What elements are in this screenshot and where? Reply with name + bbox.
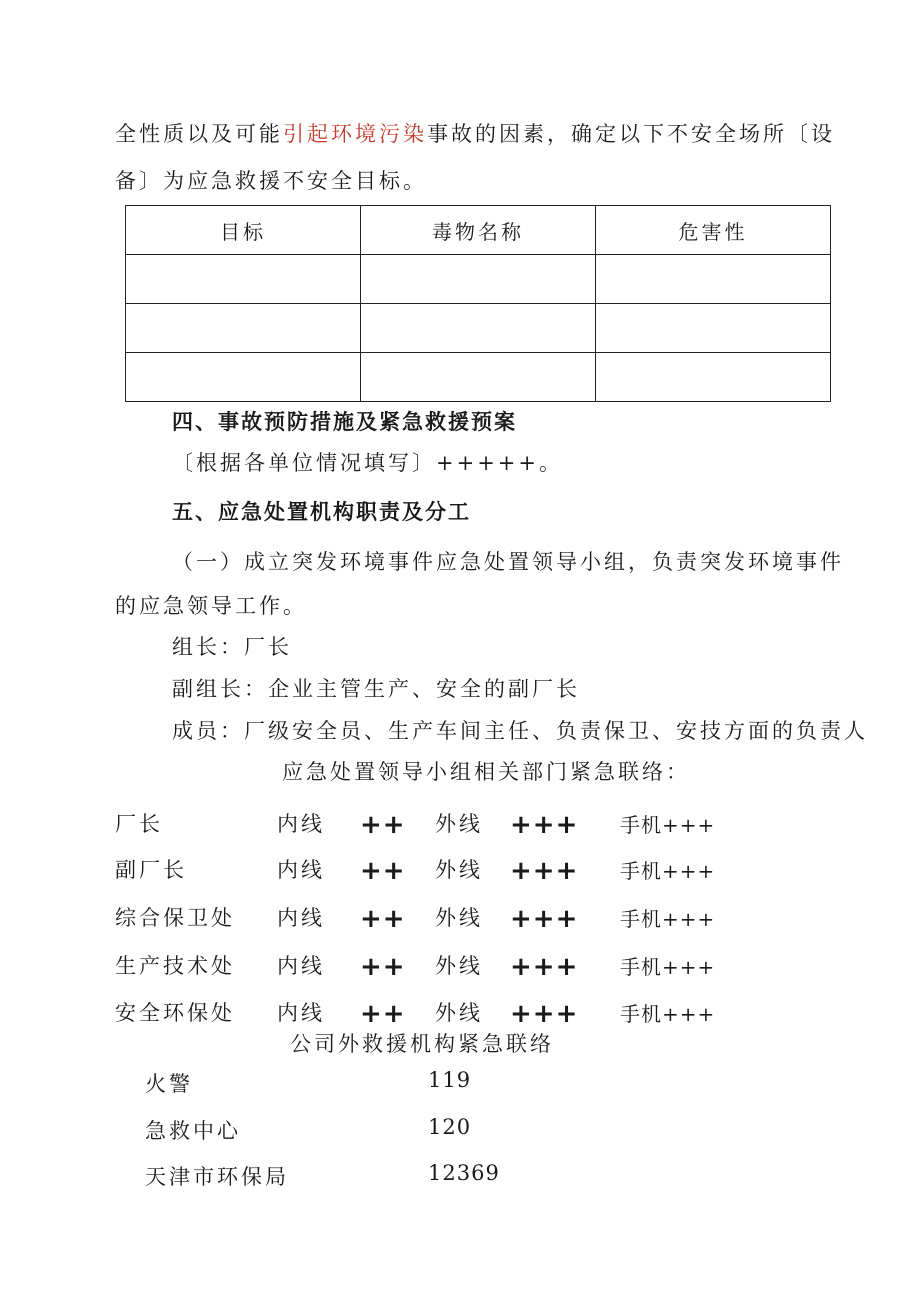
internal-number: ++ xyxy=(360,810,406,840)
table-cell xyxy=(361,304,596,353)
external-number: +++ xyxy=(510,810,579,840)
intro-prefix: 全性质以及可能 xyxy=(115,122,283,146)
agency-name: 火警 xyxy=(145,1072,193,1096)
members-line: 成员：厂级安全员、生产车间主任、负责保卫、安技方面的负责人 xyxy=(172,719,868,743)
internal-label: 内线 xyxy=(277,954,325,978)
table-cell xyxy=(596,304,831,353)
table-cell xyxy=(126,353,361,402)
section5-heading: 五、应急处置机构职责及分工 xyxy=(172,499,471,524)
internal-label: 内线 xyxy=(277,1001,325,1025)
contact-name: 综合保卫处 xyxy=(115,906,235,930)
table-header-row xyxy=(126,206,831,255)
table-header-cell: 目标 xyxy=(126,206,361,255)
contact-name: 厂长 xyxy=(115,812,163,836)
intro-line-1 xyxy=(115,118,835,148)
internal-label: 内线 xyxy=(277,906,325,930)
table-row xyxy=(126,304,831,353)
leader-line: 组长：厂长 xyxy=(172,635,292,659)
agency-number: 12369 xyxy=(428,1161,500,1185)
deputy-line: 副组长：企业主管生产、安全的副厂长 xyxy=(172,677,580,701)
external-label: 外线 xyxy=(435,1001,483,1025)
table-header-cell: 危害性 xyxy=(596,206,831,255)
intro-highlight: 引起环境污染 xyxy=(283,122,427,146)
intro-line-2: 备〕为应急救援不安全目标。 xyxy=(115,169,427,193)
external-number: +++ xyxy=(510,856,579,886)
external-label: 外线 xyxy=(435,954,483,978)
table-row xyxy=(126,255,831,304)
external-number: +++ xyxy=(510,904,579,934)
external-label: 外线 xyxy=(435,858,483,882)
section5-para-line-2: 的应急领导工作。 xyxy=(115,594,307,618)
contact-name: 生产技术处 xyxy=(115,954,235,978)
section5-para-line-1: （一）成立突发环境事件应急处置领导小组，负责突发环境事件 xyxy=(172,550,844,574)
external-number: +++ xyxy=(510,952,579,982)
table-cell xyxy=(361,353,596,402)
contact-name: 安全环保处 xyxy=(115,1001,235,1025)
external-label: 外线 xyxy=(435,906,483,930)
table-header-cell: 毒物名称 xyxy=(361,206,596,255)
contacts-title: 应急处置领导小组相关部门紧急联络： xyxy=(282,760,690,784)
internal-label: 内线 xyxy=(277,812,325,836)
agency-name: 急救中心 xyxy=(145,1119,241,1143)
mobile-number: 手机+++ xyxy=(620,955,716,979)
intro-suffix: 事故的因素，确定以下不安全场所〔设 xyxy=(427,122,835,146)
internal-number: ++ xyxy=(360,999,406,1029)
table-cell xyxy=(126,304,361,353)
table-cell xyxy=(126,255,361,304)
mobile-number: 手机+++ xyxy=(620,813,716,837)
table-row xyxy=(126,353,831,402)
agency-number: 120 xyxy=(428,1115,472,1139)
mobile-number: 手机+++ xyxy=(620,859,716,883)
mobile-number: 手机+++ xyxy=(620,907,716,931)
section4-note: 〔根据各单位情况填写〕+++++。 xyxy=(172,451,563,475)
agency-name: 天津市环保局 xyxy=(145,1165,289,1189)
table-cell xyxy=(596,255,831,304)
internal-number: ++ xyxy=(360,952,406,982)
internal-number: ++ xyxy=(360,904,406,934)
table-cell xyxy=(596,353,831,402)
mobile-number: 手机+++ xyxy=(620,1002,716,1026)
contact-name: 副厂长 xyxy=(115,858,187,882)
target-table xyxy=(125,205,831,402)
table-cell xyxy=(361,255,596,304)
section4-heading: 四、事故预防措施及紧急救援预案 xyxy=(172,409,517,434)
external-number: +++ xyxy=(510,999,579,1029)
external-contacts-title: 公司外救援机构紧急联络 xyxy=(290,1032,554,1056)
external-label: 外线 xyxy=(435,812,483,836)
agency-number: 119 xyxy=(428,1068,472,1092)
internal-label: 内线 xyxy=(277,858,325,882)
internal-number: ++ xyxy=(360,856,406,886)
